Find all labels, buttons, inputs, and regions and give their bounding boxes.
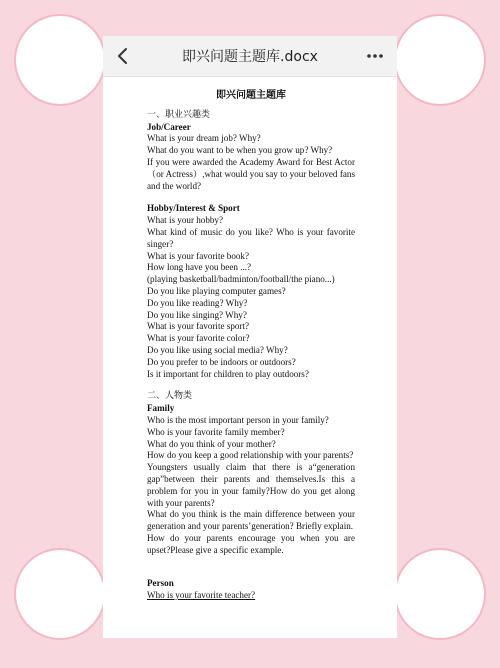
question-line: Do you like playing computer games? (147, 285, 286, 296)
question-line: Do you like reading? Why? (147, 297, 248, 308)
document-title: 即兴问题主题库.docx (182, 49, 318, 65)
section-heading: 一、职业兴趣类 (147, 109, 211, 120)
more-dots-icon (361, 44, 389, 68)
back-button[interactable] (111, 44, 135, 68)
question-line: Do you prefer to be indoors or outdoors? (147, 356, 296, 367)
question-line: What is your hobby? (147, 215, 224, 226)
question-line: (playing basketball/badminton/football/the piano...) (147, 274, 335, 285)
question-line: Is it important for children to play outdoors? (147, 368, 309, 379)
subheading: Job/Career (147, 121, 191, 132)
subheading: Family (147, 403, 175, 414)
question-line: What is your favorite book? (147, 250, 250, 261)
question-line: Do you like using social media? Why? (147, 344, 288, 355)
question-line: Who is the most important person in your family? (147, 414, 329, 425)
chevron-left-icon (111, 44, 135, 68)
top-bar (103, 36, 397, 77)
question-line: How do your parents encourage you when you are upset?Please give a specific example. (147, 532, 355, 555)
question-line: What is your dream job? Why? (147, 133, 261, 144)
subheading: Hobby/Interest & Sport (147, 203, 240, 214)
decorative-circle (394, 14, 486, 106)
question-line: What is your favorite sport? (147, 321, 250, 332)
question-line: Who is your favorite family member? (147, 426, 285, 437)
more-options-button[interactable] (361, 44, 389, 68)
document-viewer (103, 36, 397, 638)
decorative-circle (394, 548, 486, 640)
decorative-circle (14, 14, 106, 106)
decorative-circle (14, 548, 106, 640)
question-line: What do you want to be when you grow up? Why? (147, 145, 333, 156)
question-line: Youngsters usually claim that there is a“generation gap”between their parents and themselves.Is this a problem for you in your family?How do you get along with your parents? (147, 462, 355, 508)
question-line: What kind of music do you like? Who is your favorite singer? (147, 226, 355, 249)
question-line: If you were awarded the Academy Award for Best Actor（or Actress）,what would you say to your beloved fans and the world? (147, 156, 355, 191)
page-bottom-edge (103, 634, 397, 638)
question-line: Do you like singing? Why? (147, 309, 247, 320)
question-line: What do you think of your mother? (147, 438, 276, 449)
subheading: Person (147, 578, 174, 589)
section-heading: 二、人物类 (147, 391, 193, 402)
question-line: Who is your favorite teacher? (147, 590, 256, 601)
question-line: What is your favorite color? (147, 333, 250, 344)
question-line: How do you keep a good relationship with your parents? (147, 450, 354, 461)
question-line: What do you think is the main difference between your generation and your parents’generation? Briefly explain. (147, 509, 355, 532)
document-heading: 即兴问题主题库 (216, 90, 286, 101)
document-body (147, 90, 355, 602)
question-line: How long have you been ...? (147, 262, 252, 273)
